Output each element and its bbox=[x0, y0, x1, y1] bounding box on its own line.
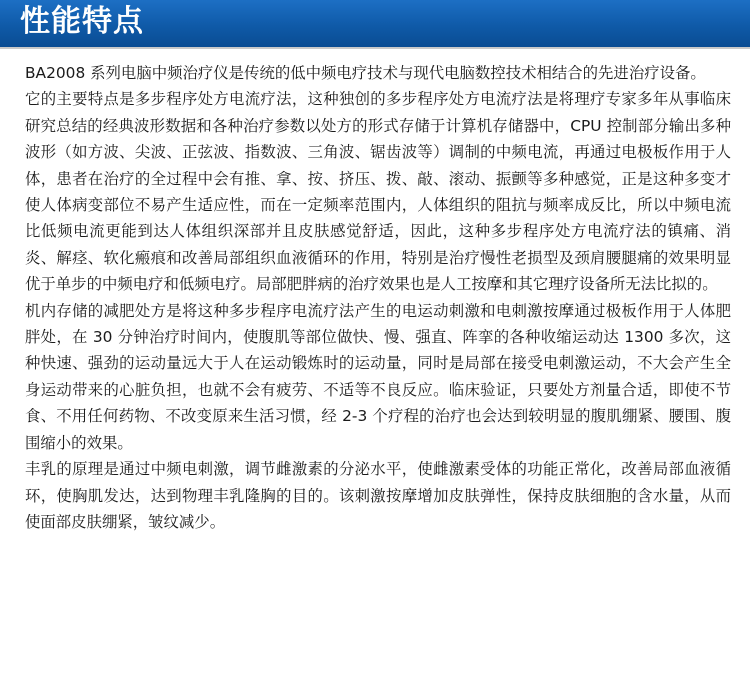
paragraph-slimming: 机内存储的减肥处方是将这种多步程序电流疗法产生的电运动刺激和电刺激按摩通过极板作用于人体肥胖处，在 30 分钟治疗时间内，使腹肌等部位做快、慢、强直、阵挛的各种收缩运动达 1300 多次，这种快速、强劲的运动量远大于人在运动锻炼时的运动量，同时是局部在接受电刺激运动，不大会产生全身运动带来的心脏负担，也就不会有疲劳、不适等不良反应。临床验证，只要处方剂量合适，即使不节食、不用任何药物、不改变原来生活习惯，经 2-3 个疗程的治疗也会达到较明显的腹肌绷紧、腰围、腹围缩小的效果。 bbox=[25, 301, 731, 452]
paragraph-breast: 丰乳的原理是通过中频电刺激，调节雌激素的分泌水平，使雌激素受体的功能正常化，改善局部血液循环，使胸肌发达，达到物理丰乳隆胸的目的。该刺激按摩增加皮肤弹性，保持皮肤细胞的含水量，从而使面部皮肤绷紧，皱纹减少。 bbox=[25, 460, 731, 531]
article-body bbox=[25, 60, 731, 535]
page-title: 性能特点 bbox=[20, 4, 144, 39]
paragraph-features: 它的主要特点是多步程序处方电流疗法，这种独创的多步程序处方电流疗法是将理疗专家多年从事临床研究总结的经典波形数据和各种治疗参数以处方的形式存储于计算机存储器中，CPU 控制部分输出多种波形（如方波、尖波、正弦波、指数波、三角波、锯齿波等）调制的中频电流，再通过电极板作用于人体，患者在治疗的全过程中会有推、拿、按、挤压、拨、敲、滚动、振颤等多种感觉，正是这种多变才使人体病变部位不易产生适应性，而在一定频率范围内，人体组织的阻抗与频率成反比，所以中频电流比低频电流更能到达人体组织深部并且皮肤感觉舒适，因此，这种多步程序处方电流疗法的镇痛、消炎、解痉、软化瘢痕和改善局部组织血液循环的作用，特别是治疗慢性老损型及颈肩腰腿痛的效果明显优于单步的中频电疗和低频电疗。局部肥胖病的治疗效果也是人工按摩和其它理疗设备所无法比拟的。 bbox=[25, 90, 731, 294]
paragraph-intro: BA2008 系列电脑中频治疗仪是传统的低中频电疗技术与现代电脑数控技术相结合的先进治疗设备。 bbox=[25, 64, 706, 82]
header-bar bbox=[0, 0, 750, 47]
header-divider bbox=[0, 47, 750, 49]
